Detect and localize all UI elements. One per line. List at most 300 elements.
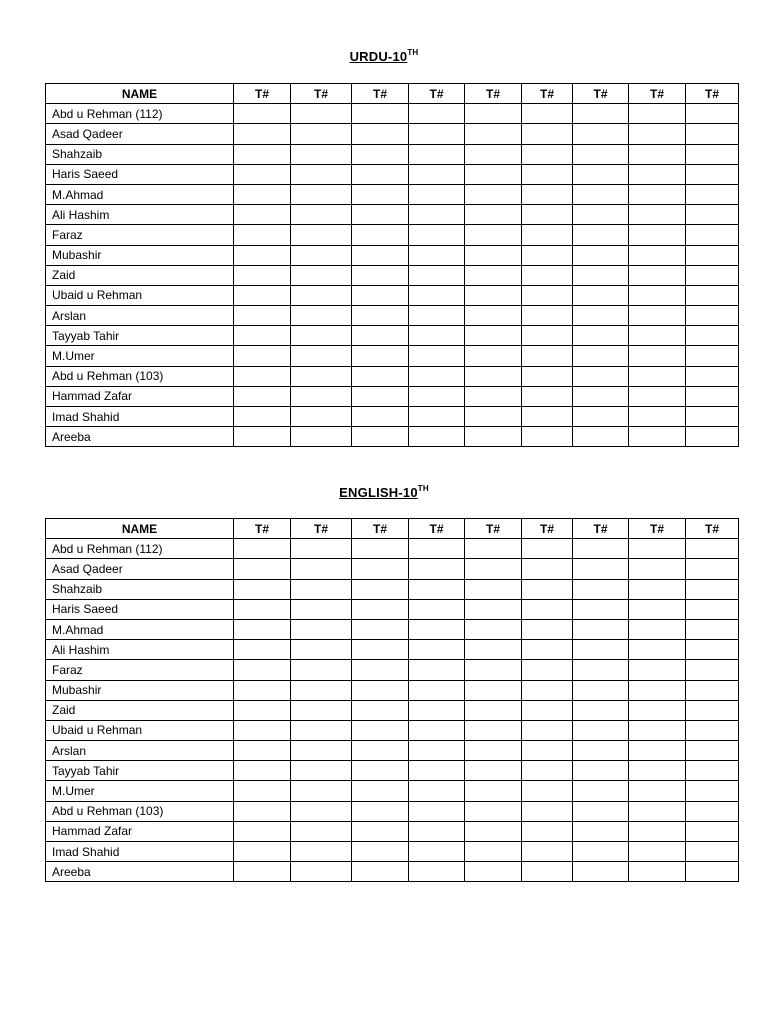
- test-mark-cell: [629, 720, 686, 740]
- test-mark-cell: [352, 326, 409, 346]
- test-mark-cell: [686, 245, 739, 265]
- student-name: Asad Qadeer: [46, 559, 234, 579]
- test-mark-cell: [522, 306, 573, 326]
- test-mark-cell: [629, 205, 686, 225]
- test-mark-cell: [352, 720, 409, 740]
- test-mark-cell: [629, 366, 686, 386]
- test-mark-cell: [686, 164, 739, 184]
- test-mark-cell: [465, 539, 522, 559]
- test-mark-cell: [291, 619, 352, 639]
- test-mark-cell: [352, 579, 409, 599]
- test-column-header: T#: [686, 519, 739, 539]
- test-mark-cell: [291, 700, 352, 720]
- student-name: Abd u Rehman (112): [46, 539, 234, 559]
- student-row: [46, 680, 739, 700]
- test-mark-cell: [522, 225, 573, 245]
- test-mark-cell: [291, 306, 352, 326]
- test-mark-cell: [629, 781, 686, 801]
- test-mark-cell: [573, 184, 629, 204]
- test-mark-cell: [522, 386, 573, 406]
- test-mark-cell: [686, 640, 739, 660]
- test-mark-cell: [465, 559, 522, 579]
- test-mark-cell: [573, 366, 629, 386]
- test-mark-cell: [686, 124, 739, 144]
- test-mark-cell: [465, 801, 522, 821]
- name-column-header: NAME: [46, 519, 234, 539]
- test-mark-cell: [409, 741, 465, 761]
- test-mark-cell: [573, 619, 629, 639]
- test-mark-cell: [291, 184, 352, 204]
- test-mark-cell: [522, 781, 573, 801]
- test-mark-cell: [522, 640, 573, 660]
- student-row: [46, 285, 739, 305]
- student-row: [46, 265, 739, 285]
- test-mark-cell: [686, 265, 739, 285]
- test-mark-cell: [465, 326, 522, 346]
- test-mark-cell: [465, 660, 522, 680]
- test-mark-cell: [573, 407, 629, 427]
- test-column-header: T#: [352, 519, 409, 539]
- student-row: [46, 124, 739, 144]
- test-mark-cell: [629, 821, 686, 841]
- student-name: Haris Saeed: [46, 164, 234, 184]
- test-mark-cell: [409, 366, 465, 386]
- test-mark-cell: [352, 265, 409, 285]
- test-mark-cell: [573, 225, 629, 245]
- student-name: M.Ahmad: [46, 619, 234, 639]
- test-mark-cell: [522, 124, 573, 144]
- test-column-header: T#: [522, 519, 573, 539]
- test-mark-cell: [409, 801, 465, 821]
- test-mark-cell: [291, 640, 352, 660]
- student-name: Zaid: [46, 700, 234, 720]
- test-mark-cell: [291, 720, 352, 740]
- test-mark-cell: [234, 821, 291, 841]
- test-mark-cell: [291, 821, 352, 841]
- test-mark-cell: [629, 285, 686, 305]
- student-row: [46, 366, 739, 386]
- test-mark-cell: [629, 761, 686, 781]
- test-mark-cell: [686, 366, 739, 386]
- test-mark-cell: [352, 741, 409, 761]
- student-name: Shahzaib: [46, 144, 234, 164]
- test-mark-cell: [291, 680, 352, 700]
- test-mark-cell: [409, 680, 465, 700]
- test-mark-cell: [234, 640, 291, 660]
- student-row: [46, 781, 739, 801]
- test-mark-cell: [465, 164, 522, 184]
- test-mark-cell: [573, 539, 629, 559]
- test-mark-cell: [409, 539, 465, 559]
- test-mark-cell: [234, 741, 291, 761]
- test-mark-cell: [686, 579, 739, 599]
- student-name: Ali Hashim: [46, 205, 234, 225]
- student-row: [46, 245, 739, 265]
- test-mark-cell: [291, 245, 352, 265]
- test-mark-cell: [465, 144, 522, 164]
- test-mark-cell: [409, 326, 465, 346]
- test-mark-cell: [573, 427, 629, 447]
- test-mark-cell: [234, 761, 291, 781]
- test-mark-cell: [573, 720, 629, 740]
- student-row: [46, 842, 739, 862]
- test-mark-cell: [573, 245, 629, 265]
- student-row: [46, 862, 739, 882]
- test-mark-cell: [291, 660, 352, 680]
- student-name: Mubashir: [46, 680, 234, 700]
- test-mark-cell: [573, 386, 629, 406]
- test-mark-cell: [352, 386, 409, 406]
- student-row: [46, 801, 739, 821]
- test-mark-cell: [291, 205, 352, 225]
- test-mark-cell: [234, 781, 291, 801]
- test-mark-cell: [629, 144, 686, 164]
- test-mark-cell: [465, 407, 522, 427]
- test-mark-cell: [629, 579, 686, 599]
- test-mark-cell: [234, 285, 291, 305]
- student-name: Ali Hashim: [46, 640, 234, 660]
- test-mark-cell: [409, 386, 465, 406]
- english-title-text: ENGLISH-10: [339, 485, 418, 500]
- test-column-header: T#: [352, 84, 409, 104]
- student-row: [46, 700, 739, 720]
- test-mark-cell: [234, 427, 291, 447]
- test-mark-cell: [291, 225, 352, 245]
- test-mark-cell: [465, 761, 522, 781]
- test-mark-cell: [465, 640, 522, 660]
- test-mark-cell: [522, 164, 573, 184]
- student-name: Shahzaib: [46, 579, 234, 599]
- test-mark-cell: [409, 781, 465, 801]
- test-column-header: T#: [629, 84, 686, 104]
- test-column-header: T#: [409, 84, 465, 104]
- student-row: [46, 579, 739, 599]
- test-mark-cell: [629, 346, 686, 366]
- test-mark-cell: [629, 184, 686, 204]
- test-mark-cell: [573, 640, 629, 660]
- student-name: M.Ahmad: [46, 184, 234, 204]
- test-column-header: T#: [573, 84, 629, 104]
- urdu-header-row: [46, 84, 739, 104]
- english-title-superscript: TH: [417, 484, 429, 493]
- test-mark-cell: [686, 862, 739, 882]
- student-name: Abd u Rehman (103): [46, 366, 234, 386]
- test-mark-cell: [352, 164, 409, 184]
- test-mark-cell: [522, 599, 573, 619]
- test-mark-cell: [291, 599, 352, 619]
- test-mark-cell: [522, 245, 573, 265]
- test-mark-cell: [234, 539, 291, 559]
- english-marks-table: [45, 518, 739, 882]
- test-mark-cell: [686, 144, 739, 164]
- test-mark-cell: [234, 104, 291, 124]
- student-row: [46, 407, 739, 427]
- test-mark-cell: [573, 761, 629, 781]
- test-mark-cell: [522, 700, 573, 720]
- test-column-header: T#: [686, 84, 739, 104]
- test-mark-cell: [629, 660, 686, 680]
- test-mark-cell: [522, 801, 573, 821]
- test-mark-cell: [629, 559, 686, 579]
- student-name: Tayyab Tahir: [46, 761, 234, 781]
- test-mark-cell: [686, 225, 739, 245]
- test-mark-cell: [409, 862, 465, 882]
- test-mark-cell: [409, 306, 465, 326]
- english-section-title: [0, 484, 768, 500]
- test-mark-cell: [573, 306, 629, 326]
- test-mark-cell: [465, 427, 522, 447]
- test-mark-cell: [234, 205, 291, 225]
- test-mark-cell: [465, 741, 522, 761]
- student-name: M.Umer: [46, 781, 234, 801]
- test-mark-cell: [409, 842, 465, 862]
- test-column-header: T#: [522, 84, 573, 104]
- test-column-header: T#: [234, 519, 291, 539]
- test-mark-cell: [629, 741, 686, 761]
- student-row: [46, 225, 739, 245]
- test-mark-cell: [522, 761, 573, 781]
- test-mark-cell: [291, 579, 352, 599]
- student-row: [46, 427, 739, 447]
- test-mark-cell: [352, 559, 409, 579]
- test-mark-cell: [522, 407, 573, 427]
- test-mark-cell: [234, 720, 291, 740]
- test-mark-cell: [409, 285, 465, 305]
- test-mark-cell: [686, 559, 739, 579]
- test-mark-cell: [234, 386, 291, 406]
- test-mark-cell: [465, 599, 522, 619]
- test-mark-cell: [409, 579, 465, 599]
- student-row: [46, 346, 739, 366]
- test-mark-cell: [291, 407, 352, 427]
- student-row: [46, 144, 739, 164]
- test-column-header: T#: [291, 519, 352, 539]
- test-mark-cell: [522, 619, 573, 639]
- test-mark-cell: [465, 346, 522, 366]
- test-mark-cell: [409, 761, 465, 781]
- test-mark-cell: [352, 427, 409, 447]
- test-mark-cell: [629, 640, 686, 660]
- test-mark-cell: [352, 619, 409, 639]
- test-column-header: T#: [573, 519, 629, 539]
- student-name: Areeba: [46, 427, 234, 447]
- student-name: M.Umer: [46, 346, 234, 366]
- test-mark-cell: [573, 285, 629, 305]
- student-name: Hammad Zafar: [46, 821, 234, 841]
- test-mark-cell: [629, 407, 686, 427]
- test-mark-cell: [352, 285, 409, 305]
- test-mark-cell: [629, 245, 686, 265]
- test-mark-cell: [234, 862, 291, 882]
- test-mark-cell: [573, 781, 629, 801]
- test-mark-cell: [352, 184, 409, 204]
- test-mark-cell: [234, 559, 291, 579]
- test-mark-cell: [573, 144, 629, 164]
- test-mark-cell: [465, 285, 522, 305]
- test-column-header: T#: [465, 519, 522, 539]
- test-mark-cell: [409, 265, 465, 285]
- student-name: Faraz: [46, 660, 234, 680]
- test-mark-cell: [686, 346, 739, 366]
- test-mark-cell: [686, 741, 739, 761]
- test-mark-cell: [629, 265, 686, 285]
- test-mark-cell: [686, 104, 739, 124]
- test-mark-cell: [573, 104, 629, 124]
- test-mark-cell: [522, 184, 573, 204]
- test-mark-cell: [465, 579, 522, 599]
- test-mark-cell: [234, 366, 291, 386]
- student-row: [46, 306, 739, 326]
- test-mark-cell: [234, 164, 291, 184]
- test-mark-cell: [234, 144, 291, 164]
- student-row: [46, 741, 739, 761]
- student-row: [46, 539, 739, 559]
- test-mark-cell: [686, 619, 739, 639]
- test-mark-cell: [465, 720, 522, 740]
- test-mark-cell: [291, 164, 352, 184]
- test-mark-cell: [522, 539, 573, 559]
- test-mark-cell: [629, 619, 686, 639]
- test-mark-cell: [465, 306, 522, 326]
- test-mark-cell: [291, 346, 352, 366]
- test-mark-cell: [352, 599, 409, 619]
- test-mark-cell: [465, 124, 522, 144]
- test-mark-cell: [352, 306, 409, 326]
- test-mark-cell: [465, 245, 522, 265]
- test-mark-cell: [686, 539, 739, 559]
- test-mark-cell: [522, 741, 573, 761]
- test-mark-cell: [573, 842, 629, 862]
- test-mark-cell: [234, 225, 291, 245]
- test-mark-cell: [234, 184, 291, 204]
- test-mark-cell: [352, 225, 409, 245]
- test-mark-cell: [352, 346, 409, 366]
- test-mark-cell: [465, 225, 522, 245]
- test-mark-cell: [352, 407, 409, 427]
- test-mark-cell: [573, 741, 629, 761]
- student-row: [46, 720, 739, 740]
- test-mark-cell: [573, 579, 629, 599]
- test-mark-cell: [522, 144, 573, 164]
- test-mark-cell: [409, 104, 465, 124]
- test-mark-cell: [686, 386, 739, 406]
- student-row: [46, 184, 739, 204]
- test-mark-cell: [409, 559, 465, 579]
- test-mark-cell: [352, 245, 409, 265]
- test-mark-cell: [234, 306, 291, 326]
- test-mark-cell: [234, 700, 291, 720]
- test-mark-cell: [234, 326, 291, 346]
- test-mark-cell: [352, 104, 409, 124]
- test-mark-cell: [629, 326, 686, 346]
- test-mark-cell: [409, 427, 465, 447]
- test-mark-cell: [409, 619, 465, 639]
- test-mark-cell: [291, 741, 352, 761]
- test-mark-cell: [409, 407, 465, 427]
- student-name: Abd u Rehman (112): [46, 104, 234, 124]
- test-mark-cell: [409, 124, 465, 144]
- student-row: [46, 619, 739, 639]
- test-mark-cell: [409, 205, 465, 225]
- test-mark-cell: [352, 366, 409, 386]
- test-mark-cell: [686, 720, 739, 740]
- test-mark-cell: [522, 366, 573, 386]
- test-column-header: T#: [291, 84, 352, 104]
- student-row: [46, 386, 739, 406]
- test-mark-cell: [686, 821, 739, 841]
- test-mark-cell: [234, 680, 291, 700]
- test-mark-cell: [352, 124, 409, 144]
- test-mark-cell: [291, 781, 352, 801]
- test-mark-cell: [234, 599, 291, 619]
- test-mark-cell: [409, 225, 465, 245]
- test-mark-cell: [409, 184, 465, 204]
- test-mark-cell: [352, 205, 409, 225]
- test-mark-cell: [465, 821, 522, 841]
- test-mark-cell: [352, 660, 409, 680]
- test-mark-cell: [234, 407, 291, 427]
- test-mark-cell: [629, 700, 686, 720]
- test-mark-cell: [234, 801, 291, 821]
- test-mark-cell: [522, 660, 573, 680]
- test-mark-cell: [522, 842, 573, 862]
- student-name: Ubaid u Rehman: [46, 285, 234, 305]
- test-mark-cell: [409, 599, 465, 619]
- test-mark-cell: [629, 427, 686, 447]
- test-mark-cell: [465, 386, 522, 406]
- test-mark-cell: [234, 660, 291, 680]
- test-mark-cell: [465, 366, 522, 386]
- student-name: Areeba: [46, 862, 234, 882]
- test-mark-cell: [522, 579, 573, 599]
- test-mark-cell: [522, 559, 573, 579]
- test-mark-cell: [573, 862, 629, 882]
- test-mark-cell: [573, 680, 629, 700]
- test-mark-cell: [352, 842, 409, 862]
- test-mark-cell: [409, 164, 465, 184]
- test-mark-cell: [409, 700, 465, 720]
- student-name: Asad Qadeer: [46, 124, 234, 144]
- test-mark-cell: [686, 407, 739, 427]
- test-mark-cell: [522, 285, 573, 305]
- test-mark-cell: [573, 124, 629, 144]
- test-mark-cell: [352, 801, 409, 821]
- test-mark-cell: [352, 821, 409, 841]
- test-mark-cell: [352, 144, 409, 164]
- test-mark-cell: [686, 205, 739, 225]
- test-mark-cell: [522, 720, 573, 740]
- test-mark-cell: [573, 205, 629, 225]
- test-mark-cell: [465, 619, 522, 639]
- test-mark-cell: [686, 184, 739, 204]
- test-mark-cell: [686, 285, 739, 305]
- test-mark-cell: [629, 862, 686, 882]
- test-mark-cell: [291, 842, 352, 862]
- test-mark-cell: [573, 326, 629, 346]
- test-mark-cell: [291, 761, 352, 781]
- student-name: Haris Saeed: [46, 599, 234, 619]
- test-mark-cell: [522, 821, 573, 841]
- student-row: [46, 821, 739, 841]
- test-mark-cell: [573, 801, 629, 821]
- test-mark-cell: [465, 205, 522, 225]
- test-mark-cell: [629, 386, 686, 406]
- student-name: Tayyab Tahir: [46, 326, 234, 346]
- test-column-header: T#: [409, 519, 465, 539]
- test-mark-cell: [291, 265, 352, 285]
- student-row: [46, 164, 739, 184]
- test-mark-cell: [352, 781, 409, 801]
